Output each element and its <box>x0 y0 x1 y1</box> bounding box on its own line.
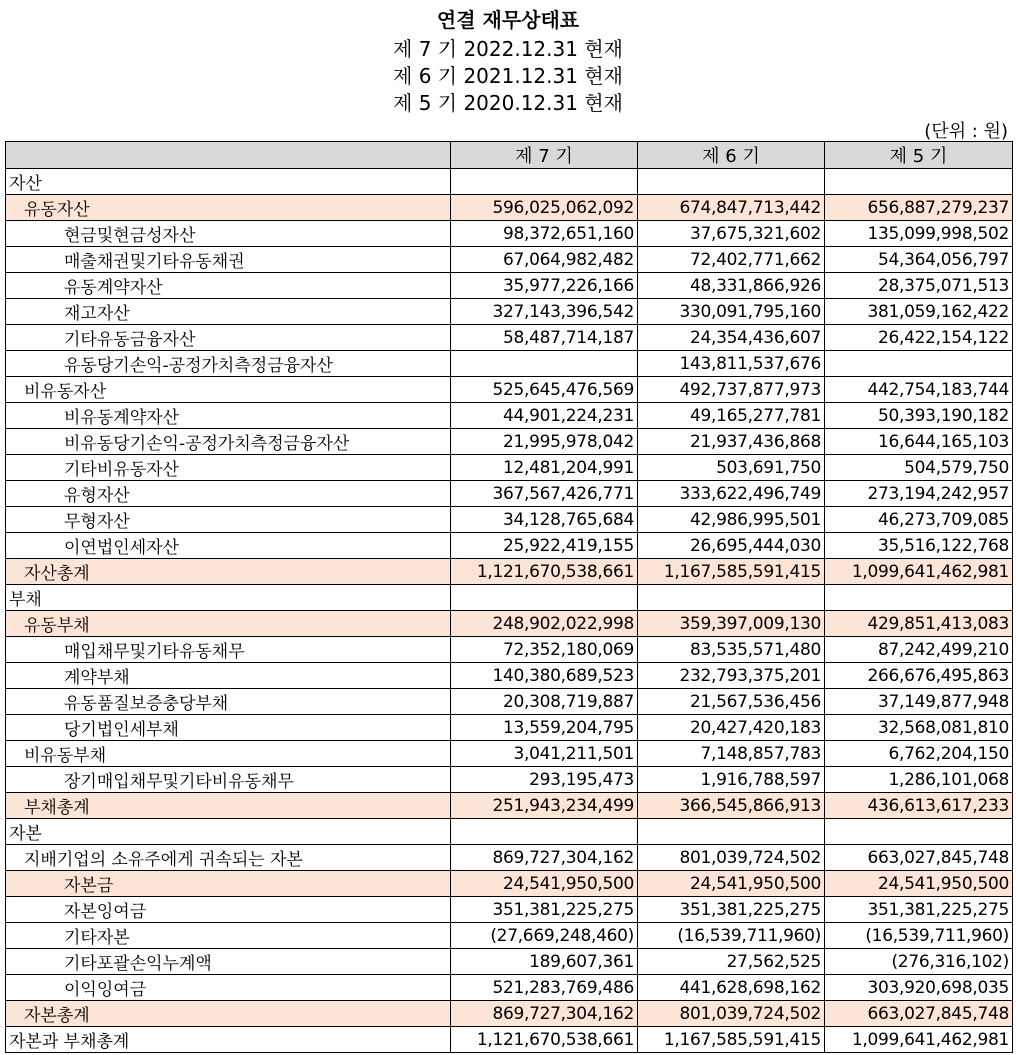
amount-cell: 44,901,224,231 <box>451 403 638 429</box>
table-row <box>6 819 1013 845</box>
amount-cell: 24,541,950,500 <box>451 871 638 897</box>
amount-cell: 1,121,670,538,661 <box>451 1027 638 1053</box>
amount-cell: 35,977,226,166 <box>451 273 638 299</box>
amount-cell <box>451 351 638 377</box>
account-label: 이연법인세자산 <box>6 533 451 559</box>
amount-cell: 32,568,081,810 <box>825 715 1013 741</box>
table-row <box>6 221 1013 247</box>
account-label: 자본 <box>6 819 451 845</box>
table-row <box>6 871 1013 897</box>
header-period-7: 제 7 기 <box>451 142 638 169</box>
amount-cell: 7,148,857,783 <box>638 741 825 767</box>
amount-cell: 140,380,689,523 <box>451 663 638 689</box>
amount-cell: 273,194,242,957 <box>825 481 1013 507</box>
amount-cell: 67,064,982,482 <box>451 247 638 273</box>
table-row <box>6 1027 1013 1053</box>
amount-cell: 27,562,525 <box>638 949 825 975</box>
amount-cell: 3,041,211,501 <box>451 741 638 767</box>
table-row <box>6 429 1013 455</box>
amount-cell: 248,902,022,998 <box>451 611 638 637</box>
account-label: 당기법인세부채 <box>6 715 451 741</box>
amount-cell: 351,381,225,275 <box>825 897 1013 923</box>
table-row <box>6 975 1013 1001</box>
table-row <box>6 195 1013 221</box>
amount-cell: 1,916,788,597 <box>638 767 825 793</box>
account-label: 자본금 <box>6 871 451 897</box>
amount-cell: 21,995,978,042 <box>451 429 638 455</box>
amount-cell: 351,381,225,275 <box>451 897 638 923</box>
table-row <box>6 481 1013 507</box>
unit-label: (단위 : 원) <box>924 121 1008 142</box>
account-label: 지배기업의 소유주에게 귀속되는 자본 <box>6 845 451 871</box>
amount-cell: 37,149,877,948 <box>825 689 1013 715</box>
amount-cell: (276,316,102) <box>825 949 1013 975</box>
table-row <box>6 897 1013 923</box>
amount-cell: 20,427,420,183 <box>638 715 825 741</box>
amount-cell: 50,393,190,182 <box>825 403 1013 429</box>
amount-cell: 663,027,845,748 <box>825 845 1013 871</box>
amount-cell: 327,143,396,542 <box>451 299 638 325</box>
account-label: 부채총계 <box>6 793 451 819</box>
account-label: 매출채권및기타유동채권 <box>6 247 451 273</box>
amount-cell: 232,793,375,201 <box>638 663 825 689</box>
amount-cell: 98,372,651,160 <box>451 221 638 247</box>
amount-cell: 663,027,845,748 <box>825 1001 1013 1027</box>
account-label: 기타비유동자산 <box>6 455 451 481</box>
amount-cell: 48,331,866,926 <box>638 273 825 299</box>
amount-cell: 1,286,101,068 <box>825 767 1013 793</box>
amount-cell: 266,676,495,863 <box>825 663 1013 689</box>
period-7: 제 7 기 2022.12.31 현재 <box>393 37 623 61</box>
amount-cell: 429,851,413,083 <box>825 611 1013 637</box>
account-label: 비유동자산 <box>6 377 451 403</box>
amount-cell: 21,937,436,868 <box>638 429 825 455</box>
amount-cell: 441,628,698,162 <box>638 975 825 1001</box>
amount-cell: 492,737,877,973 <box>638 377 825 403</box>
account-label: 기타포괄손익누계액 <box>6 949 451 975</box>
amount-cell: 359,397,009,130 <box>638 611 825 637</box>
amount-cell: 436,613,617,233 <box>825 793 1013 819</box>
table-row <box>6 351 1013 377</box>
account-label: 자산 <box>6 169 451 195</box>
account-label: 유동부채 <box>6 611 451 637</box>
amount-cell: (27,669,248,460) <box>451 923 638 949</box>
table-row <box>6 715 1013 741</box>
table-row <box>6 169 1013 195</box>
amount-cell: 21,567,536,456 <box>638 689 825 715</box>
amount-cell: 189,607,361 <box>451 949 638 975</box>
table-row <box>6 845 1013 871</box>
account-label: 이익잉여금 <box>6 975 451 1001</box>
header-row <box>6 142 1013 169</box>
amount-cell: 24,541,950,500 <box>638 871 825 897</box>
amount-cell: 24,541,950,500 <box>825 871 1013 897</box>
amount-cell: 525,645,476,569 <box>451 377 638 403</box>
amount-cell: 869,727,304,162 <box>451 845 638 871</box>
account-label: 장기매입채무및기타비유동채무 <box>6 767 451 793</box>
amount-cell: 521,283,769,486 <box>451 975 638 1001</box>
account-label: 재고자산 <box>6 299 451 325</box>
amount-cell <box>451 819 638 845</box>
amount-cell: 135,099,998,502 <box>825 221 1013 247</box>
account-label: 자본잉여금 <box>6 897 451 923</box>
amount-cell: 6,762,204,150 <box>825 741 1013 767</box>
table-row <box>6 663 1013 689</box>
table-row <box>6 455 1013 481</box>
amount-cell <box>451 169 638 195</box>
table-row <box>6 403 1013 429</box>
amount-cell <box>825 585 1013 611</box>
amount-cell: 46,273,709,085 <box>825 507 1013 533</box>
amount-cell: 1,167,585,591,415 <box>638 1027 825 1053</box>
amount-cell: 25,922,419,155 <box>451 533 638 559</box>
amount-cell: 49,165,277,781 <box>638 403 825 429</box>
account-label: 유형자산 <box>6 481 451 507</box>
table-row <box>6 949 1013 975</box>
amount-cell: 504,579,750 <box>825 455 1013 481</box>
table-row <box>6 247 1013 273</box>
table-row <box>6 923 1013 949</box>
amount-cell: 1,167,585,591,415 <box>638 559 825 585</box>
amount-cell: 35,516,122,768 <box>825 533 1013 559</box>
period-6: 제 6 기 2021.12.31 현재 <box>393 64 623 88</box>
amount-cell <box>638 819 825 845</box>
amount-cell: 16,644,165,103 <box>825 429 1013 455</box>
account-label: 현금및현금성자산 <box>6 221 451 247</box>
amount-cell: 1,099,641,462,981 <box>825 1027 1013 1053</box>
amount-cell: 351,381,225,275 <box>638 897 825 923</box>
account-label: 유동계약자산 <box>6 273 451 299</box>
account-label: 비유동부채 <box>6 741 451 767</box>
header-period-6: 제 6 기 <box>638 142 825 169</box>
account-label: 부채 <box>6 585 451 611</box>
account-label: 매입채무및기타유동채무 <box>6 637 451 663</box>
amount-cell: 330,091,795,160 <box>638 299 825 325</box>
amount-cell: 442,754,183,744 <box>825 377 1013 403</box>
account-label: 기타유동금융자산 <box>6 325 451 351</box>
amount-cell: 367,567,426,771 <box>451 481 638 507</box>
table-row <box>6 325 1013 351</box>
amount-cell: 251,943,234,499 <box>451 793 638 819</box>
account-label: 비유동계약자산 <box>6 403 451 429</box>
amount-cell: (16,539,711,960) <box>638 923 825 949</box>
amount-cell: 503,691,750 <box>638 455 825 481</box>
account-label: 자본과 부채총계 <box>6 1027 451 1053</box>
amount-cell: 366,545,866,913 <box>638 793 825 819</box>
amount-cell <box>638 585 825 611</box>
table-row <box>6 377 1013 403</box>
table-row <box>6 299 1013 325</box>
amount-cell: 1,099,641,462,981 <box>825 559 1013 585</box>
account-label: 자산총계 <box>6 559 451 585</box>
account-label: 유동품질보증충당부채 <box>6 689 451 715</box>
amount-cell: 58,487,714,187 <box>451 325 638 351</box>
table-row <box>6 741 1013 767</box>
table-row <box>6 273 1013 299</box>
amount-cell: 28,375,071,513 <box>825 273 1013 299</box>
amount-cell <box>825 351 1013 377</box>
amount-cell: (16,539,711,960) <box>825 923 1013 949</box>
amount-cell: 20,308,719,887 <box>451 689 638 715</box>
table-row <box>6 611 1013 637</box>
account-label: 유동자산 <box>6 195 451 221</box>
amount-cell: 801,039,724,502 <box>638 845 825 871</box>
amount-cell <box>638 169 825 195</box>
amount-cell: 54,364,056,797 <box>825 247 1013 273</box>
table-row <box>6 507 1013 533</box>
amount-cell: 72,352,180,069 <box>451 637 638 663</box>
table-row <box>6 793 1013 819</box>
amount-cell: 12,481,204,991 <box>451 455 638 481</box>
period-5: 제 5 기 2020.12.31 현재 <box>393 91 623 115</box>
amount-cell <box>825 819 1013 845</box>
table-row <box>6 767 1013 793</box>
table-body <box>6 169 1013 1053</box>
balance-sheet-table <box>5 141 1013 1053</box>
amount-cell: 674,847,713,442 <box>638 195 825 221</box>
amount-cell: 869,727,304,162 <box>451 1001 638 1027</box>
amount-cell <box>451 585 638 611</box>
table-row <box>6 637 1013 663</box>
account-label: 자본총계 <box>6 1001 451 1027</box>
account-label: 기타자본 <box>6 923 451 949</box>
amount-cell: 24,354,436,607 <box>638 325 825 351</box>
table-row <box>6 585 1013 611</box>
statement-title: 연결 재무상태표 <box>436 8 580 32</box>
amount-cell: 656,887,279,237 <box>825 195 1013 221</box>
amount-cell: 381,059,162,422 <box>825 299 1013 325</box>
amount-cell: 87,242,499,210 <box>825 637 1013 663</box>
table-row <box>6 689 1013 715</box>
amount-cell: 26,422,154,122 <box>825 325 1013 351</box>
amount-cell: 83,535,571,480 <box>638 637 825 663</box>
amount-cell: 333,622,496,749 <box>638 481 825 507</box>
table-row <box>6 559 1013 585</box>
amount-cell: 801,039,724,502 <box>638 1001 825 1027</box>
amount-cell: 26,695,444,030 <box>638 533 825 559</box>
amount-cell: 37,675,321,602 <box>638 221 825 247</box>
amount-cell: 34,128,765,684 <box>451 507 638 533</box>
table-row <box>6 1001 1013 1027</box>
amount-cell: 13,559,204,795 <box>451 715 638 741</box>
account-label: 유동당기손익-공정가치측정금융자산 <box>6 351 451 377</box>
amount-cell: 1,121,670,538,661 <box>451 559 638 585</box>
account-label: 무형자산 <box>6 507 451 533</box>
table-row <box>6 533 1013 559</box>
header-account <box>6 142 451 169</box>
header-period-5: 제 5 기 <box>825 142 1013 169</box>
amount-cell: 303,920,698,035 <box>825 975 1013 1001</box>
amount-cell <box>825 169 1013 195</box>
amount-cell: 143,811,537,676 <box>638 351 825 377</box>
amount-cell: 72,402,771,662 <box>638 247 825 273</box>
amount-cell: 596,025,062,092 <box>451 195 638 221</box>
account-label: 계약부채 <box>6 663 451 689</box>
amount-cell: 42,986,995,501 <box>638 507 825 533</box>
account-label: 비유동당기손익-공정가치측정금융자산 <box>6 429 451 455</box>
amount-cell: 293,195,473 <box>451 767 638 793</box>
